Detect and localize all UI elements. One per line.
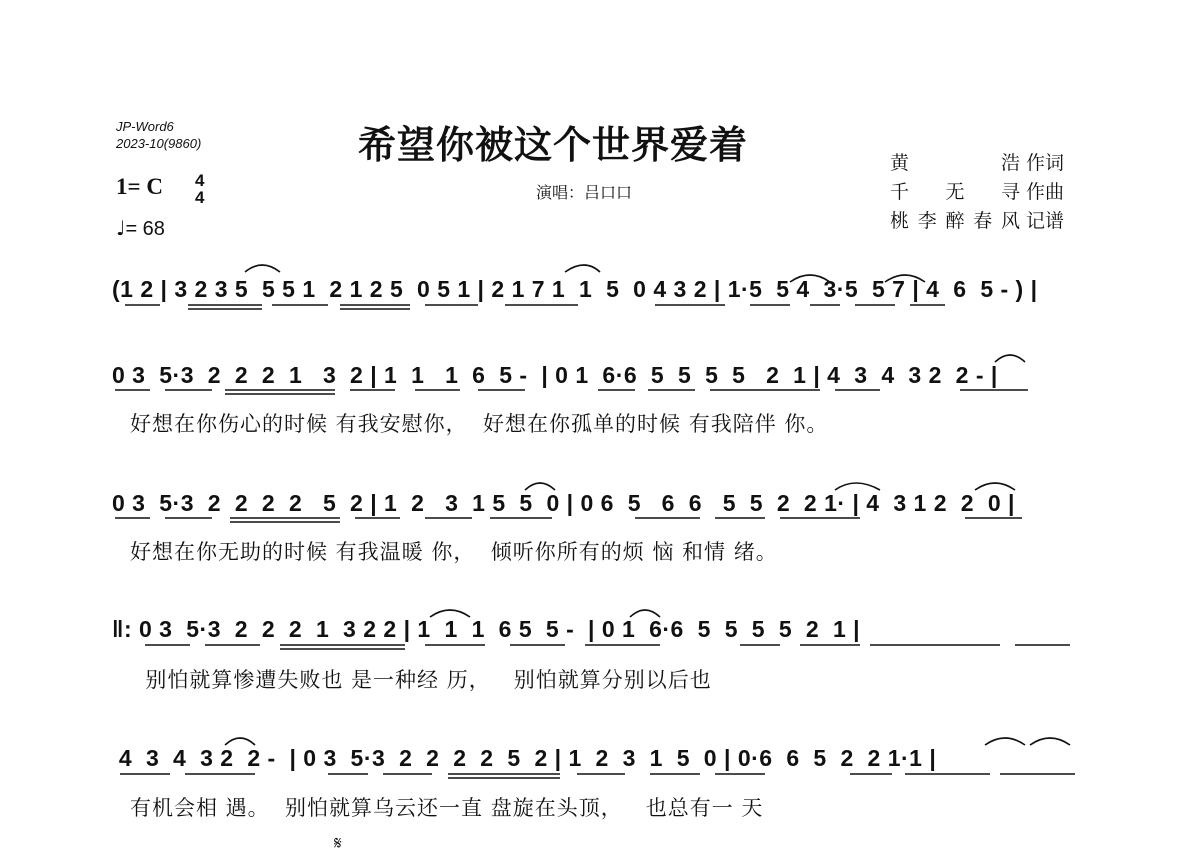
slur-arc [885, 275, 925, 282]
key-signature: 1= C [116, 174, 163, 199]
slur-arc [565, 265, 600, 272]
time-bottom: 4 [195, 188, 205, 207]
tempo-value: = 68 [125, 218, 165, 240]
slur-arc [975, 483, 1015, 490]
lyric-row-2: 好想在你无助的时候 有我温暖 你， 倾听你所有的烦 恼 和情 绪。 [130, 540, 778, 564]
slur-arc [630, 610, 660, 617]
lyric-row-1: 好想在你伤心的时候 有我安慰你， 好想在你孤单的时候 有我陪伴 你。 [130, 412, 829, 436]
slur-arc [835, 483, 880, 490]
slur-arc [1030, 738, 1070, 745]
version-label: 2023-10(9860) [116, 136, 202, 151]
lyricist-name: 黄 浩 [890, 152, 1020, 174]
slur-arc [525, 483, 555, 490]
slur-arc [430, 610, 470, 617]
slur-arc [790, 275, 830, 282]
transcriber-role: 记谱 [1026, 210, 1065, 232]
staff-row-4: 4 3 4 3 2 2 - | 0 3 5·3 2 2 2 2 5 2 | 1 2 3 1 5 0 | 0·6 6 5 2 2 1·1 | [112, 745, 937, 771]
quarter-note-icon: ♩ [116, 216, 126, 240]
transcriber-name: 桃李醉春风 [890, 210, 1020, 232]
composer-name: 千 无 寻 [890, 181, 1020, 203]
lyric-row-3: 别怕就算惨遭失败也 是一种经 历， 别怕就算分别以后也 [130, 668, 712, 692]
slur-arc [985, 738, 1025, 745]
segno-icon: 𝄋 [334, 833, 342, 854]
slur-arc [995, 355, 1025, 362]
lyricist-role: 作词 [1026, 152, 1065, 174]
staff-row-intro: (1 2 | 3 2 3 5 5 5 1 2 1 2 5 0 5 1 | 2 1 7 1 1 5 0 4 3 2 | 1·5 5 4 3·5 5 7 | 4 6 5 - ) | [112, 276, 1038, 302]
singer-label: 演唱：吕口口 [536, 183, 633, 202]
software-label: JP-Word6 [116, 119, 174, 134]
slur-arc [225, 738, 255, 745]
lyric-row-4: 有机会相 遇。 别怕就算乌云还一直 盘旋在头顶， 也总有一 天 [130, 796, 764, 820]
composer-role: 作曲 [1026, 181, 1065, 203]
time-top: 4 [195, 171, 205, 190]
staff-row-2: 0 3 5·3 2 2 2 2 5 2 | 1 2 3 1 5 5 0 | 0 6 5 6 6 5 5 2 2 1· | 4 3 1 2 2 0 | [112, 490, 1015, 516]
slur-arc [245, 265, 280, 272]
song-title: 希望你被这个世界爱着 [358, 122, 749, 167]
staff-row-1: 0 3 5·3 2 2 2 1 3 2 | 1 1 1 6 5 - | 0 1 6·6 5 5 5 5 2 1 | 4 3 4 3 2 2 - | [112, 362, 998, 388]
staff-row-3: ‖: 0 3 5·3 2 2 2 1 3 2 2 | 1 1 1 6 5 5 - | 0 1 6·6 5 5 5 5 2 1 | [112, 616, 861, 642]
